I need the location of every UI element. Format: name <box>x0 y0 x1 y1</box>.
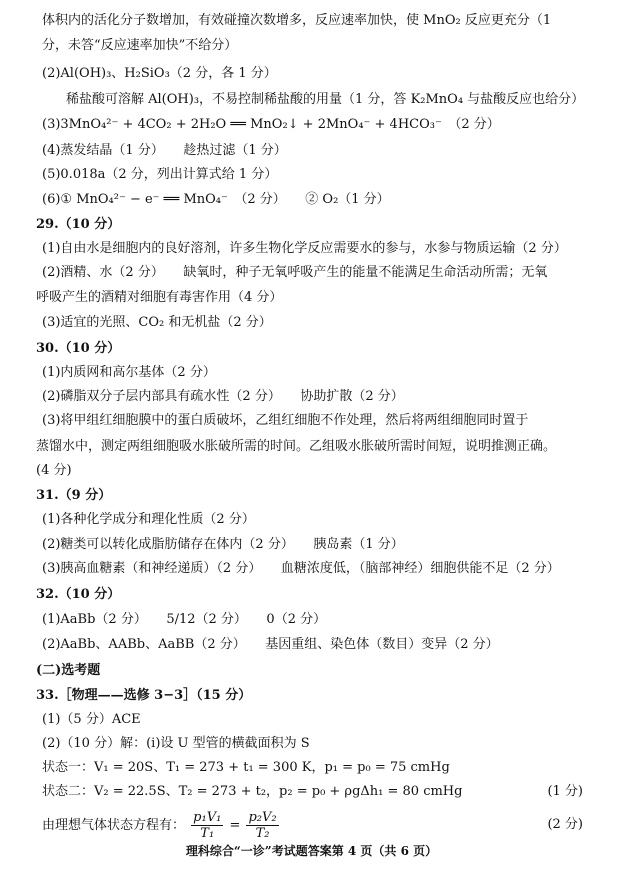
text-line: 状态一：V₁ = 20S、T₁ = 273 + t₁ = 300 K，p₁ = p₀ = 75 cmHg <box>42 760 450 775</box>
text-line: 蒸馏水中，测定两组细胞吸水胀破所需的时间。乙组吸水胀破所需时间短，说明推测正确。 <box>36 439 557 454</box>
question-header: 29.（10 分） <box>36 217 121 232</box>
text-line: (1)自由水是细胞内的良好溶剂，许多生物化学反应需要水的参与，水参与物质运输（2 分） <box>42 241 567 256</box>
question-header: 30.（10 分） <box>36 341 121 356</box>
equation-lead: 由理想气体状态方程有： <box>42 818 186 833</box>
equals-sign: = <box>229 818 241 833</box>
text-line: 分，未答“反应速率加快”不给分） <box>42 38 238 53</box>
score-mark: (2 分) <box>547 817 583 832</box>
text-line <box>0 781 623 803</box>
text-line: (1)各种化学成分和理化性质（2 分） <box>42 512 255 527</box>
fraction-numerator: p₂V₂ <box>248 810 277 825</box>
text-line: (2)Al(OH)₃、H₂SiO₃（2 分，各 1 分） <box>42 66 277 81</box>
text-line: (2)酒精、水（2 分） 缺氧时，种子无氧呼吸产生的能量不能满足生命活动所需；无氧 <box>42 265 548 280</box>
text-line: (1)（5 分）ACE <box>42 712 141 727</box>
text-line: (1)内质网和高尔基体（2 分） <box>42 365 216 380</box>
page-footer: 理科综合“一诊”考试题答案第 4 页（共 6 页） <box>185 844 438 858</box>
text-line: (4)蒸发结晶（1 分） 趁热过滤（1 分） <box>42 143 287 158</box>
score-mark: (1 分) <box>547 784 583 799</box>
question-header: 31.（9 分） <box>36 488 112 503</box>
fraction-left <box>191 810 223 841</box>
state-two-text: 状态二：V₂ = 22.5S、T₂ = 273 + t₂，p₂ = p₀ + ρgΔh₁ = 80 cmHg <box>42 784 463 799</box>
equation-line <box>0 810 623 840</box>
text-line: 体积内的活化分子数增加，有效碰撞次数增多，反应速率加快，使 MnO₂ 反应更充分（1 <box>42 13 552 28</box>
text-line: (3)适宜的光照、CO₂ 和无机盐（2 分） <box>42 315 272 330</box>
fraction-denominator: T₁ <box>200 826 215 841</box>
section-title: (二)选考题 <box>36 663 101 678</box>
fraction-numerator: p₁V₁ <box>193 810 222 825</box>
text-line: (1)AaBb（2 分） 5/12（2 分） 0（2 分） <box>42 612 327 627</box>
text-line: (3)将甲组红细胞膜中的蛋白质破坏，乙组红细胞不作处理，然后将两组细胞同时置于 <box>42 413 529 428</box>
text-line: (2)AaBb、AABb、AaBB（2 分） 基因重组、染色体（数目）变异（2 分） <box>42 637 499 652</box>
text-line: (4 分) <box>36 463 72 478</box>
text-line: (2)磷脂双分子层内部具有疏水性（2 分） 协助扩散（2 分） <box>42 389 404 404</box>
text-line: (2)糖类可以转化成脂肪储存在体内（2 分） 胰岛素（1 分） <box>42 537 404 552</box>
text-line: (3)胰高血糖素（和神经递质）（2 分） 血糖浓度低，（脑部神经）细胞供能不足（2 分） <box>42 561 560 576</box>
text-line: 稀盐酸可溶解 Al(OH)₃，不易控制稀盐酸的用量（1 分，答 K₂MnO₄ 与盐酸反应也给分） <box>66 92 585 107</box>
equation-line: (6)① MnO₄²⁻ − e⁻ ══ MnO₄⁻ （2 分） ② O₂（1 分） <box>42 192 390 207</box>
text-line: (2)（10 分）解：(i)设 U 型管的横截面积为 S <box>42 736 310 751</box>
question-header: 32.（10 分） <box>36 587 121 602</box>
fraction-denominator: T₂ <box>255 826 270 841</box>
equation-line: (3)3MnO₄²⁻ + 4CO₂ + 2H₂O ══ MnO₂↓ + 2MnO₄⁻ + 4HCO₃⁻ （2 分） <box>42 117 500 132</box>
text-line: 呼吸产生的酒精对细胞有毒害作用（4 分） <box>36 290 283 305</box>
fraction-right <box>246 810 278 841</box>
question-header: 33.［物理——选修 3−3］（15 分） <box>36 688 252 703</box>
text-line: (5)0.018a（2 分，列出计算式给 1 分） <box>42 167 278 182</box>
